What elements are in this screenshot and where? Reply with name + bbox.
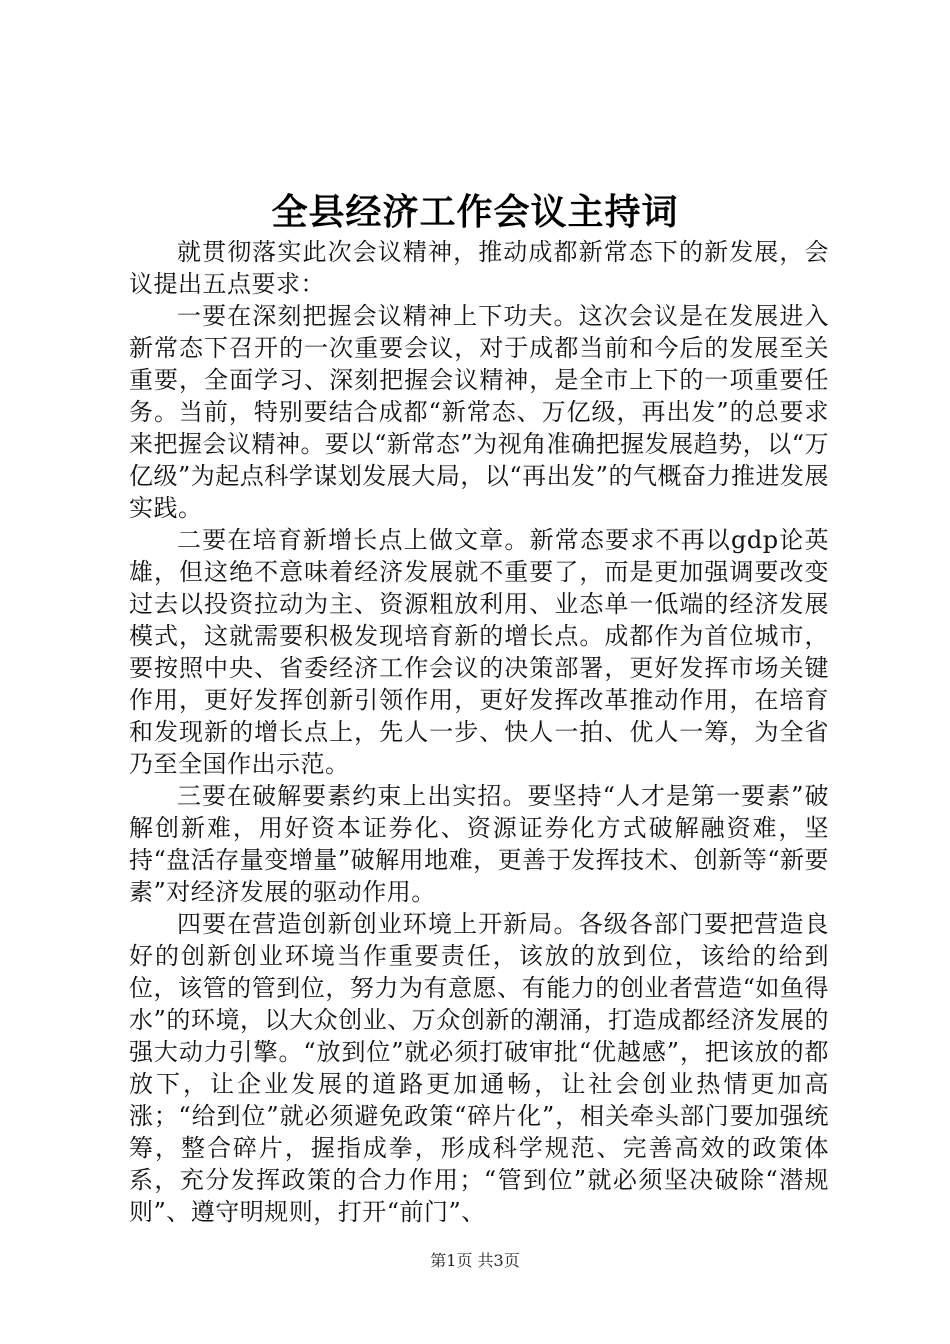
page-footer: 第1页 共3页	[430, 1251, 520, 1270]
paragraph-point-2: 二要在培育新增长点上做文章。新常态要求不再以gdp论英雄，但这绝不意味着经济发展就不重要了，而是更加强调要改变过去以投资拉动为主、资源粗放利用、业态单一低端的经济发展模式，这就需要积极发现培育新的增长点。成都作为首位城市，要按照中央、省委经济工作会议的决策部署，更好发挥市场关键作用，更好发挥创新引领作用，更好发挥改革推动作用，在培育和发现新的增长点上，先人一步、快人一拍、优人一筹，为全省乃至全国作出示范。	[129, 526, 829, 778]
paragraph-point-3: 三要在破解要素约束上出实招。要坚持“人才是第一要素”破解创新难，用好资本证券化、资源证券化方式破解融资难，坚持“盘活存量变增量”破解用地难，更善于发挥技术、创新等“新要素”对经济发展的驱动作用。	[129, 782, 829, 906]
paragraph-point-1: 一要在深刻把握会议精神上下功夫。这次会议是在发展进入新常态下召开的一次重要会议，对于成都当前和今后的发展至关重要，全面学习、深刻把握会议精神，是全市上下的一项重要任务。当前，特别要结合成都“新常态、万亿级，再出发”的总要求来把握会议精神。要以“新常态”为视角准确把握发展趋势，以“万亿级”为起点科学谋划发展大局，以“再出发”的气概奋力推进发展实践。	[129, 302, 829, 522]
document-body	[129, 236, 829, 1228]
document-title: 全县经济工作会议主持词	[271, 191, 679, 233]
paragraph-point-4: 四要在营造创新创业环境上开新局。各级各部门要把营造良好的创新创业环境当作重要责任，该放的放到位，该给的给到位，该管的管到位，努力为有意愿、有能力的创业者营造“如鱼得水”的环境，以大众创业、万众创新的潮涌，打造成都经济发展的强大动力引擎。“放到位”就必须打破审批“优越感”，把该放的都放下，让企业发展的道路更加通畅，让社会创业热情更加高涨；“给到位”就必须避免政策“碎片化”，相关牵头部门要加强统筹，整合碎片，握指成拳，形成科学规范、完善高效的政策体系，充分发挥政策的合力作用；“管到位”就必须坚决破除“潜规则”、遵守明规则，打开“前门”、	[129, 910, 829, 1226]
paragraph-intro: 就贯彻落实此次会议精神，推动成都新常态下的新发展，会议提出五点要求：	[129, 238, 829, 298]
